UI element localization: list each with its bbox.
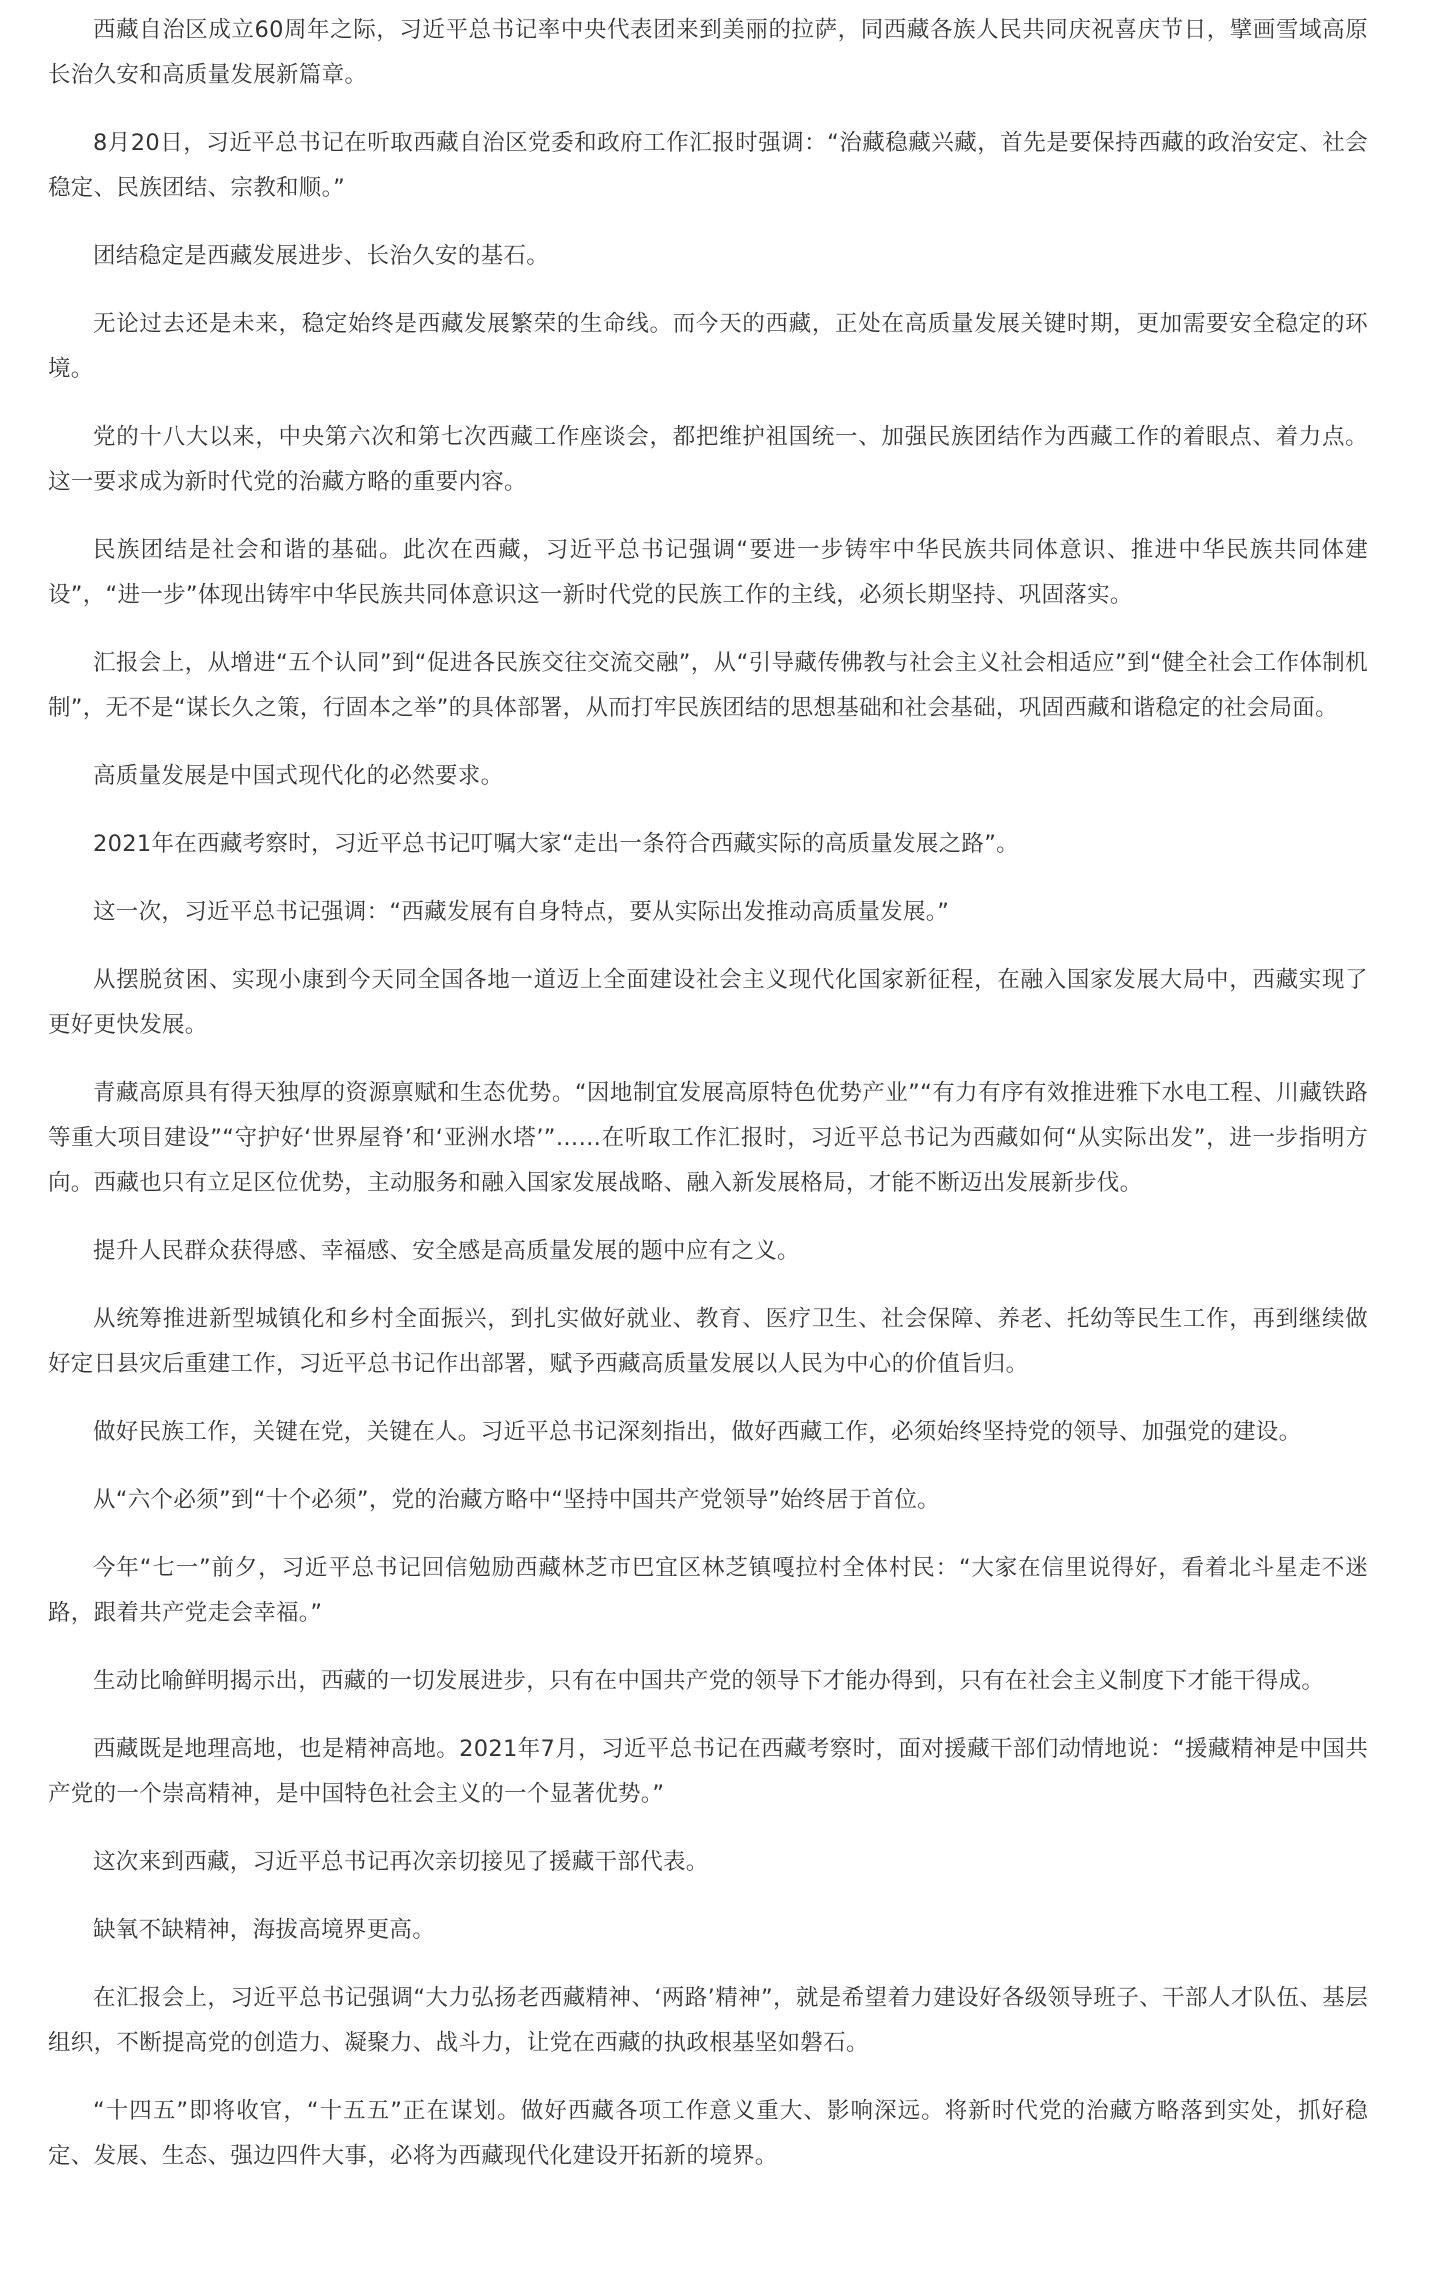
- paragraph: 在汇报会上，习近平总书记强调“大力弘扬老西藏精神、‘两路’精神”，就是希望着力建设好各级领导班子、干部人才队伍、基层组织，不断提高党的创造力、凝聚力、战斗力，让党在西藏的执政根基坚如磐石。: [48, 1985, 1368, 2056]
- paragraph: 这次来到西藏，习近平总书记再次亲切接见了援藏干部代表。: [93, 1849, 709, 1875]
- paragraph: 8月20日，习近平总书记在听取西藏自治区党委和政府工作汇报时强调：“治藏稳藏兴藏，首先是要保持西藏的政治安定、社会稳定、民族团结、宗教和顺。”: [48, 130, 1368, 201]
- paragraph: 2021年在西藏考察时，习近平总书记叮嘱大家“走出一条符合西藏实际的高质量发展之路”。: [93, 831, 1019, 857]
- paragraph: 从“六个必须”到“十个必须”，党的治藏方略中“坚持中国共产党领导”始终居于首位。: [93, 1487, 940, 1513]
- paragraph: 生动比喻鲜明揭示出，西藏的一切发展进步，只有在中国共产党的领导下才能办得到，只有在社会主义制度下才能干得成。: [93, 1668, 1325, 1694]
- paragraph: 高质量发展是中国式现代化的必然要求。: [93, 763, 504, 789]
- paragraph: 汇报会上，从增进“五个认同”到“促进各民族交往交流交融”，从“引导藏传佛教与社会主义社会相适应”到“健全社会工作体制机制”，无不是“谋长久之策，行固本之举”的具体部署，从而打牢民族团结的思想基础和社会基础，巩固西藏和谐稳定的社会局面。: [48, 650, 1368, 721]
- paragraph: 团结稳定是西藏发展进步、长治久安的基石。: [93, 243, 550, 269]
- paragraph: 青藏高原具有得天独厚的资源禀赋和生态优势。“因地制宜发展高原特色优势产业”“有力有序有效推进雅下水电工程、川藏铁路等重大项目建设”“守护好‘世界屋脊’和‘亚洲水塔’”……在听取工作汇报时，习近平总书记为西藏如何“从实际出发”，进一步指明方向。西藏也只有立足区位优势，主动服务和融入国家发展战略、融入新发展格局，才能不断迈出发展新步伐。: [48, 1080, 1368, 1196]
- paragraph: “十四五”即将收官，“十五五”正在谋划。做好西藏各项工作意义重大、影响深远。将新时代党的治藏方略落到实处，抓好稳定、发展、生态、强边四件大事，必将为西藏现代化建设开拓新的境界。: [48, 2098, 1368, 2169]
- paragraph: 党的十八大以来，中央第六次和第七次西藏工作座谈会，都把维护祖国统一、加强民族团结作为西藏工作的着眼点、着力点。这一要求成为新时代党的治藏方略的重要内容。: [48, 424, 1368, 495]
- paragraph: 从摆脱贫困、实现小康到今天同全国各地一道迈上全面建设社会主义现代化国家新征程，在融入国家发展大局中，西藏实现了更好更快发展。: [48, 967, 1368, 1038]
- paragraph: 今年“七一”前夕，习近平总书记回信勉励西藏林芝市巴宜区林芝镇嘎拉村全体村民：“大家在信里说得好，看着北斗星走不迷路，跟着共产党走会幸福。”: [48, 1555, 1368, 1626]
- paragraph: 从统筹推进新型城镇化和乡村全面振兴，到扎实做好就业、教育、医疗卫生、社会保障、养老、托幼等民生工作，再到继续做好定日县灾后重建工作，习近平总书记作出部署，赋予西藏高质量发展以人民为中心的价值旨归。: [48, 1306, 1368, 1377]
- article-body: [48, 0, 1368, 2179]
- paragraph: 提升人民群众获得感、幸福感、安全感是高质量发展的题中应有之义。: [93, 1238, 800, 1264]
- paragraph: 这一次，习近平总书记强调：“西藏发展有自身特点，要从实际出发推动高质量发展。”: [93, 899, 950, 925]
- paragraph: 无论过去还是未来，稳定始终是西藏发展繁荣的生命线。而今天的西藏，正处在高质量发展关键时期，更加需要安全稳定的环境。: [48, 311, 1368, 382]
- paragraph: 缺氧不缺精神，海拔高境界更高。: [93, 1917, 436, 1943]
- paragraph: 民族团结是社会和谐的基础。此次在西藏，习近平总书记强调“要进一步铸牢中华民族共同体意识、推进中华民族共同体建设”，“进一步”体现出铸牢中华民族共同体意识这一新时代党的民族工作的主线，必须长期坚持、巩固落实。: [48, 537, 1368, 608]
- paragraph: 做好民族工作，关键在党，关键在人。习近平总书记深刻指出，做好西藏工作，必须始终坚持党的领导、加强党的建设。: [93, 1419, 1302, 1445]
- paragraph: 西藏自治区成立60周年之际，习近平总书记率中央代表团来到美丽的拉萨，同西藏各族人民共同庆祝喜庆节日，擘画雪域高原长治久安和高质量发展新篇章。: [48, 17, 1368, 88]
- paragraph: 西藏既是地理高地，也是精神高地。2021年7月，习近平总书记在西藏考察时，面对援藏干部们动情地说：“援藏精神是中国共产党的一个崇高精神，是中国特色社会主义的一个显著优势。”: [48, 1736, 1368, 1807]
